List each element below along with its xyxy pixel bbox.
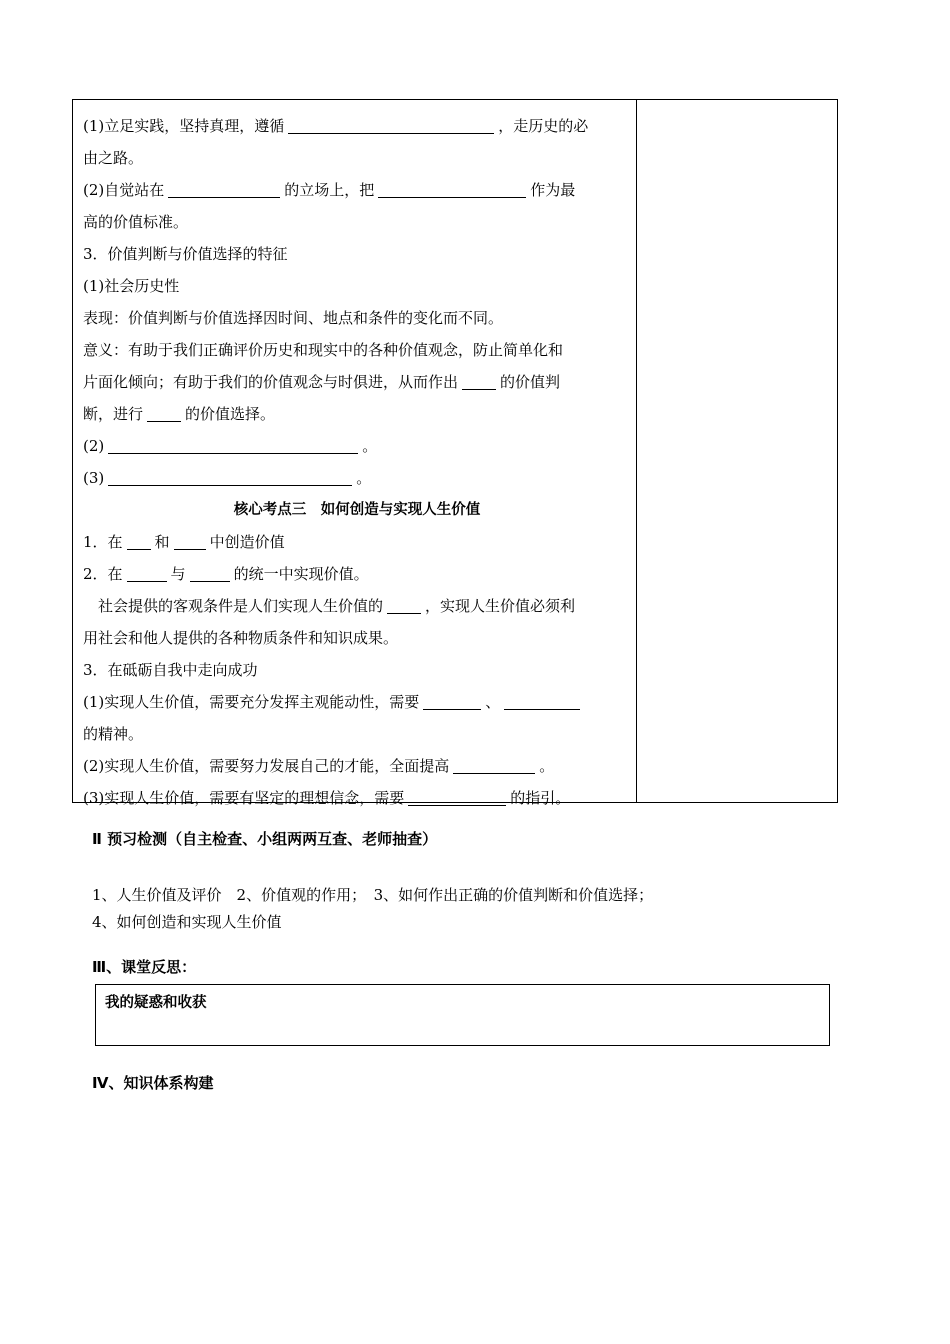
line-text: 片面化倾向；有助于我们的价值观念与时俱进，从而作出 xyxy=(83,373,459,391)
table-left-cell xyxy=(83,110,631,814)
table-line xyxy=(83,622,631,654)
table-line xyxy=(83,750,631,782)
fill-blank[interactable] xyxy=(288,115,494,134)
line-text: (2) xyxy=(83,437,105,455)
table-line xyxy=(83,142,631,174)
reflection-box-label: 我的疑惑和收获 xyxy=(105,995,207,1011)
line-text: 的精神。 xyxy=(83,725,144,743)
line-text: 的立场上，把 xyxy=(284,181,375,199)
table-line xyxy=(83,206,631,238)
table-line xyxy=(83,174,631,206)
section-4-heading: Ⅳ、知识体系构建 xyxy=(92,1074,214,1092)
section-2-heading: Ⅱ 预习检测（自主检查、小组两两互查、老师抽查） xyxy=(92,830,438,848)
fill-blank[interactable] xyxy=(127,531,151,550)
line-text: 。 xyxy=(362,437,378,455)
table-line xyxy=(83,590,631,622)
table-line xyxy=(83,718,631,750)
line-text: ，实现人生价值必须利 xyxy=(425,597,576,615)
table-line xyxy=(83,462,631,494)
line-text: 的指引。 xyxy=(510,789,571,807)
table-line xyxy=(83,110,631,142)
line-text: 用社会和他人提供的各种物质条件和知识成果。 xyxy=(83,629,399,647)
core-point-3-heading xyxy=(83,494,631,526)
table-line xyxy=(83,558,631,590)
line-text: 表现：价值判断与价值选择因时间、地点和条件的变化而不同。 xyxy=(83,309,504,327)
table-line xyxy=(83,654,631,686)
table-line xyxy=(83,238,631,270)
study-table xyxy=(72,99,838,807)
section-3-heading: Ⅲ、课堂反思： xyxy=(92,958,197,976)
fill-blank[interactable] xyxy=(423,691,481,710)
line-text: 由之路。 xyxy=(83,149,144,167)
fill-blank[interactable] xyxy=(147,403,181,422)
section-2-line-2: 4、如何创造和实现人生价值 xyxy=(92,913,282,931)
table-line xyxy=(83,398,631,430)
line-text: (2)实现人生价值，需要努力发展自己的才能，全面提高 xyxy=(83,757,450,775)
table-line xyxy=(83,270,631,302)
line-text: 3．价值判断与价值选择的特征 xyxy=(83,245,288,263)
line-text: 的统一中实现价值。 xyxy=(233,565,369,583)
section-2-line-1: 1、人生价值及评价 2、价值观的作用； 3、如何作出正确的价值判断和价值选择； xyxy=(92,886,654,904)
line-text: 。 xyxy=(356,469,372,487)
line-text: 的价值选择。 xyxy=(185,405,276,423)
line-text: 意义：有助于我们正确评价历史和现实中的各种价值观念，防止简单化和 xyxy=(83,341,564,359)
line-text: 2．在 xyxy=(83,565,123,583)
line-text: 、 xyxy=(485,693,501,711)
fill-blank[interactable] xyxy=(378,179,526,198)
fill-blank[interactable] xyxy=(108,467,352,486)
table-line xyxy=(83,302,631,334)
fill-blank[interactable] xyxy=(168,179,280,198)
line-text: 中创造价值 xyxy=(209,533,285,551)
fill-blank[interactable] xyxy=(504,691,580,710)
fill-blank[interactable] xyxy=(108,435,358,454)
fill-blank[interactable] xyxy=(462,371,496,390)
table-line xyxy=(83,526,631,558)
line-text: 作为最 xyxy=(530,181,576,199)
fill-blank[interactable] xyxy=(387,595,421,614)
table-line xyxy=(83,782,631,814)
table-line xyxy=(83,366,631,398)
fill-blank[interactable] xyxy=(127,563,167,582)
fill-blank[interactable] xyxy=(190,563,230,582)
table-line xyxy=(83,686,631,718)
line-text: (1)实现人生价值，需要充分发挥主观能动性，需要 xyxy=(83,693,420,711)
fill-blank[interactable] xyxy=(453,755,535,774)
line-text: (3) xyxy=(83,469,105,487)
line-text: (3)实现人生价值，需要有坚定的理想信念，需要 xyxy=(83,789,405,807)
column-divider xyxy=(636,100,637,802)
fill-blank[interactable] xyxy=(408,787,506,806)
line-text: 。 xyxy=(539,757,555,775)
table-line xyxy=(83,334,631,366)
line-text: 1．在 xyxy=(83,533,123,551)
line-text: 的价值判 xyxy=(500,373,561,391)
table-line xyxy=(83,430,631,462)
line-text: (2)自觉站在 xyxy=(83,181,165,199)
line-text: 3．在砥砺自我中走向成功 xyxy=(83,661,258,679)
line-text: 和 xyxy=(154,533,170,551)
line-text: 与 xyxy=(170,565,186,583)
line-text: 高的价值标准。 xyxy=(83,213,189,231)
line-text: 断，进行 xyxy=(83,405,144,423)
line-text: 社会提供的客观条件是人们实现人生价值的 xyxy=(83,597,384,615)
line-text: (1)社会历史性 xyxy=(83,277,180,295)
reflection-box[interactable] xyxy=(95,984,830,1046)
fill-blank[interactable] xyxy=(174,531,206,550)
line-text: (1)立足实践，坚持真理，遵循 xyxy=(83,117,285,135)
line-text: ，走历史的必 xyxy=(498,117,589,135)
line-text: 核心考点三 如何创造与实现人生价值 xyxy=(233,502,481,518)
